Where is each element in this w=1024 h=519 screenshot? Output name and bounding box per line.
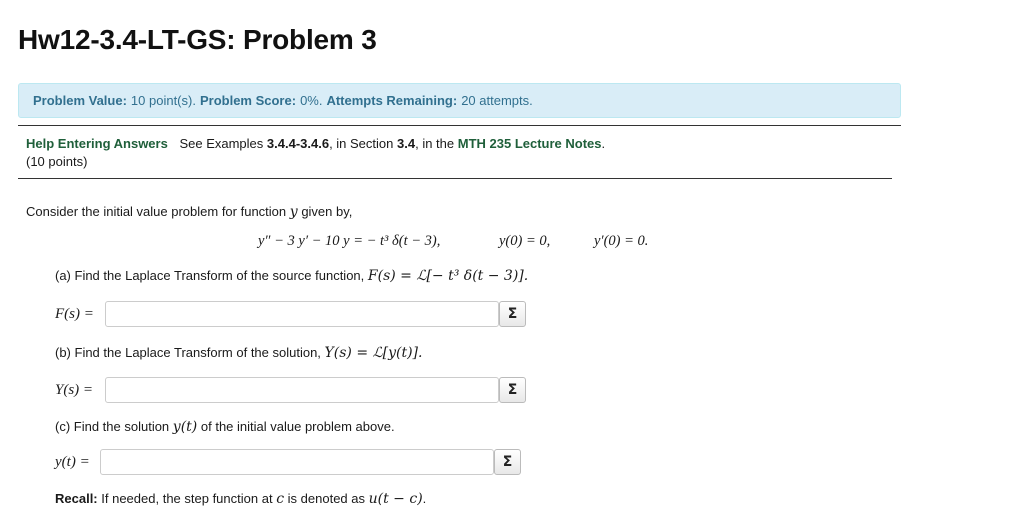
answer-label-b: Y(s) =	[55, 381, 94, 398]
part-c-var: y(t)	[172, 419, 198, 435]
recall-step-function: u(t − c)	[368, 491, 423, 507]
divider-bottom	[18, 178, 892, 179]
points-text: (10 points)	[26, 154, 88, 169]
problem-score-label: Problem Score:	[199, 93, 297, 108]
part-b-text: (b) Find the Laplace Transform of the solution,	[55, 345, 321, 360]
equation-editor-button-a[interactable]: Σ	[499, 301, 526, 327]
answer-input-c[interactable]	[100, 449, 494, 475]
equation-editor-button-b[interactable]: Σ	[499, 377, 526, 403]
recall-mid: is denoted as	[287, 491, 365, 506]
problem-value-label: Problem Value:	[33, 93, 127, 108]
ode-equation: y″ − 3 y′ − 10 y = − t³ δ(t − 3),	[258, 233, 441, 249]
answer-label-a: F(s) =	[55, 305, 94, 322]
problem-score: 0%.	[300, 93, 323, 108]
attempts-label: Attempts Remaining:	[326, 93, 458, 108]
part-b-math: Y(s) = ℒ[y(t)].	[324, 345, 423, 361]
part-b-prompt	[55, 345, 422, 361]
part-a-prompt	[55, 268, 528, 284]
section-ref: 3.4	[397, 136, 416, 151]
attempts-remaining: 20 attempts.	[461, 93, 533, 108]
intro-var: y	[289, 204, 298, 220]
recall-text: If needed, the step function at	[101, 491, 273, 506]
part-c-prefix: (c) Find the solution	[55, 419, 170, 434]
intro-suffix: given by,	[301, 204, 353, 219]
intro-text: Consider the initial value problem for function	[26, 204, 287, 219]
part-c-suffix: of the initial value problem above.	[200, 419, 395, 434]
recall-note	[55, 491, 426, 507]
initial-condition-1: y(0) = 0,	[499, 233, 551, 249]
answer-label-c: y(t) =	[55, 453, 90, 470]
answer-row-b	[55, 377, 526, 403]
problem-status-box	[18, 83, 901, 118]
answer-input-b[interactable]	[105, 377, 499, 403]
recall-label: Recall:	[55, 491, 98, 506]
answer-row-a	[55, 301, 526, 327]
help-line	[26, 136, 605, 151]
in-section-text: , in Section	[329, 136, 394, 151]
problem-intro	[26, 204, 352, 220]
help-entering-answers-link[interactable]: Help Entering Answers	[26, 136, 168, 151]
answer-row-c	[55, 449, 521, 475]
problem-value: 10 point(s).	[130, 93, 196, 108]
divider-top	[18, 125, 901, 126]
period: .	[601, 136, 606, 151]
examples-ref: 3.4.4-3.4.6	[266, 136, 330, 151]
see-examples-text: See Examples	[179, 136, 264, 151]
equation-editor-button-c[interactable]: Σ	[494, 449, 521, 475]
part-a-text: (a) Find the Laplace Transform of the source function,	[55, 268, 365, 283]
part-c-prompt	[55, 419, 395, 435]
page-title: Hw12-3.4-LT-GS: Problem 3	[18, 24, 377, 55]
recall-end: .	[422, 491, 427, 506]
initial-condition-2: y′(0) = 0.	[594, 233, 649, 249]
recall-c: c	[276, 491, 285, 507]
answer-input-a[interactable]	[105, 301, 499, 327]
lecture-notes-link[interactable]: MTH 235 Lecture Notes	[457, 136, 602, 151]
part-a-math: F(s) = ℒ[− t³ δ(t − 3)].	[367, 268, 529, 284]
in-the-text: , in the	[415, 136, 455, 151]
